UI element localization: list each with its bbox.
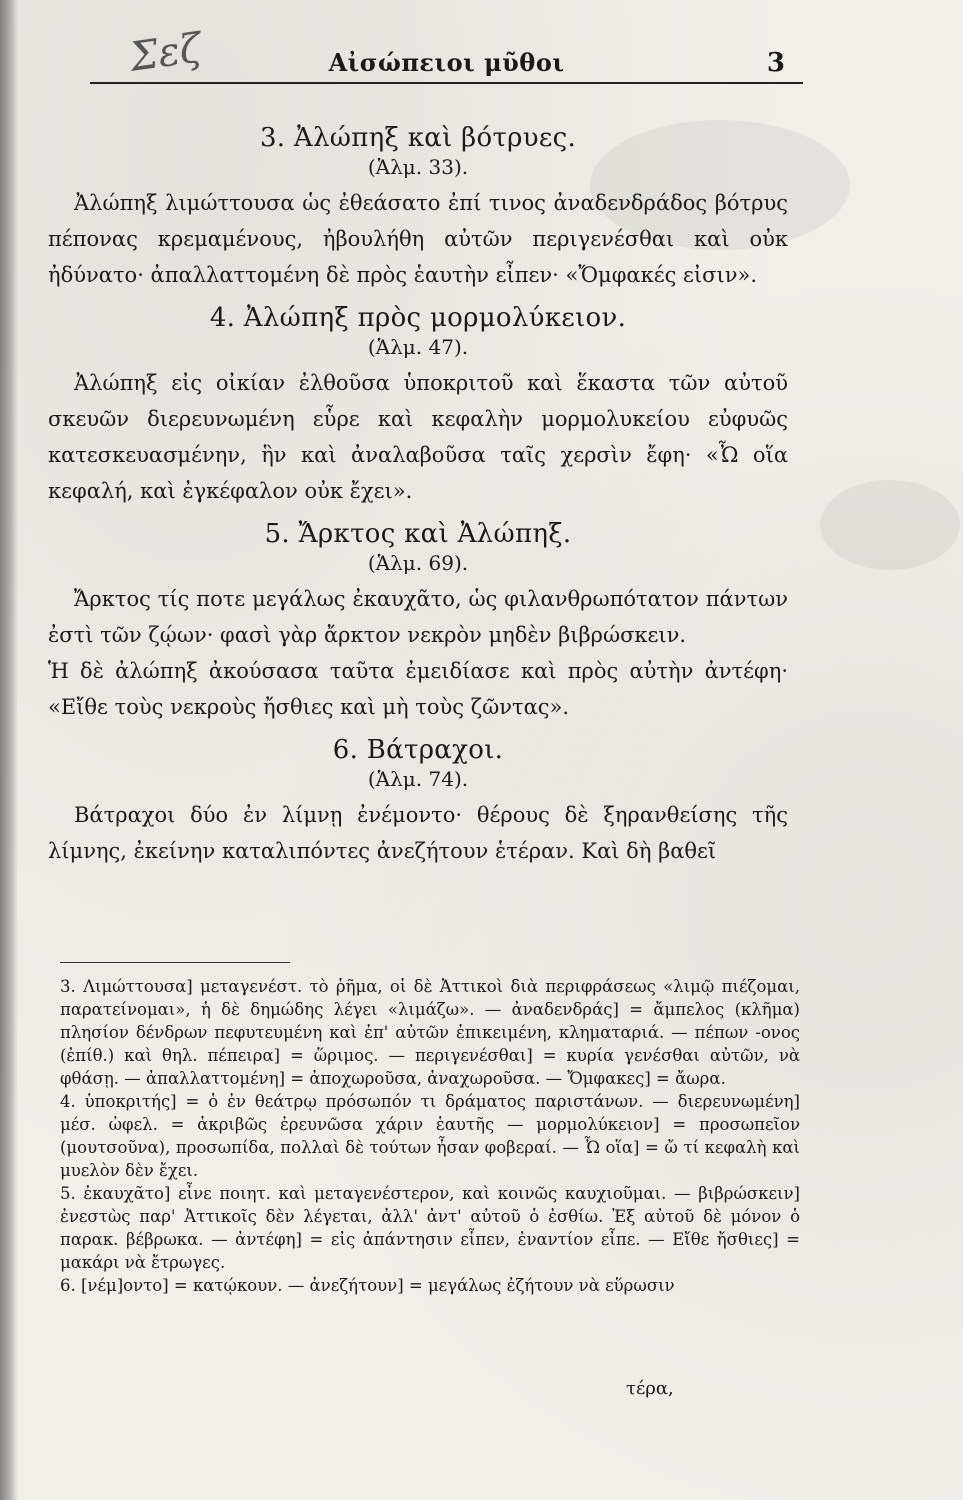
fable-paragraph: Ἡ δὲ ἀλώπηξ ἀκούσασα ταῦτα ἐμειδίασε καὶ πρὸς αὐτὴν ἀντέφη· «Εἴθε τοὺς νεκροὺς ἤσθιες καὶ μὴ τοὺς ζῶντας». bbox=[48, 659, 788, 719]
page-number: 3 bbox=[766, 48, 785, 78]
fable-paragraph: Ἀλώπηξ εἰς οἰκίαν ἐλθοῦσα ὑποκριτοῦ καὶ ἕκαστα τῶν αὐτοῦ σκευῶν διερευνωμένη εὗρε καὶ κεφαλὴν μορμολυκείου εὐφυῶς κατεσκευασμένην, ἣν καὶ ἀναλαβοῦσα ταῖς χερσὶν ἔφη· «Ὦ οἵα κεφαλή, καὶ ἐγκέφαλον οὐκ ἔχει». bbox=[48, 371, 788, 503]
bleed-through-stain bbox=[820, 480, 960, 570]
fable-5 bbox=[48, 519, 788, 725]
footnote-3: 3. Λιμώττουσα] μεταγενέστ. τὸ ῥῆμα, οἱ δὲ Ἀττικοὶ διὰ περιφράσεως «λιμῷ πιέζομαι, παρατείνομαι», ἡ δὲ δημώδης λέγει «λιμάζω». — ἀναδενδράς] = ἄμπελος (κλῆμα) πλησίον δένδρων πεφυτευμένη καὶ ἐπ' αὐτῶν ἐπικειμένη, κληματαριά. — πέπων -ονος (ἐπίθ.) καὶ θηλ. πέπειρα] = ὥριμος. — περιγενέσθαι] = κυρία γενέσθαι αὐτῶν, νὰ φθάσῃ. — ἀπαλλαττομένη] = ἀποχωροῦσα, ἀναχωροῦσα. — Ὄμφακες] = ἄωρα. bbox=[60, 977, 800, 1088]
fable-reference: (Ἁλμ. 33). bbox=[367, 155, 469, 179]
fable-title: 4. Ἀλώπηξ πρὸς μορμολύκειον. bbox=[209, 303, 627, 333]
main-text bbox=[48, 115, 788, 869]
fable-paragraph: Ἀλώπηξ λιμώττουσα ὡς ἐθεάσατο ἐπί τινος ἀναδενδράδος βότρυς πέπονας κρεμαμένους, ἠβουλήθη αὐτῶν περιγενέσθαι καὶ οὐκ ἠδύνατο· ἀπαλλαττομένη δὲ πρὸς ἑαυτὴν εἶπεν· «Ὄμφακές εἰσιν». bbox=[48, 191, 788, 287]
running-title: Αἰσώπειοι μῦθοι bbox=[328, 48, 565, 77]
fable-4 bbox=[48, 303, 788, 509]
footnote-4: 4. ὑποκριτής] = ὁ ἐν θεάτρῳ πρόσωπόν τι δράματος παριστάνων. — διερευνωμένη] μέσ. ὠφελ. = ἀκριβῶς ἐρευνῶσα χάριν ἑαυτῆς — μορμολύκειον] = προσωπεῖον (μουτσοῦνα), προσωπίδα, πολλαὶ δὲ τούτων ἦσαν φοβεραί. — Ὦ οἵα] = ὤ τί κεφαλὴ καὶ μυελὸν δὲν ἔχει. bbox=[60, 1092, 800, 1180]
fable-reference: (Ἁλμ. 47). bbox=[367, 335, 469, 359]
page-spine-shadow bbox=[0, 0, 18, 1500]
running-head bbox=[90, 48, 803, 84]
fable-paragraph: Βάτραχοι δύο ἐν λίμνῃ ἐνέμοντο· θέρους δὲ ξηρανθείσης τῆς λίμνης, ἐκείνην καταλιπόντες ἀνεζήτουν ἑτέραν. Καὶ δὴ βαθεῖ bbox=[48, 803, 788, 863]
fable-text bbox=[48, 365, 788, 509]
fable-title: 3. Ἀλώπηξ καὶ βότρυες. bbox=[259, 123, 577, 153]
fable-6 bbox=[48, 735, 788, 869]
fable-paragraph: Ἄρκτος τίς ποτε μεγάλως ἐκαυχᾶτο, ὡς φιλανθρωπότατον πάντων ἐστὶ τῶν ζῴων· φασὶ γὰρ ἄρκτον νεκρὸν μηδὲν βιβρώσκειν. bbox=[48, 587, 788, 647]
fable-text bbox=[48, 581, 788, 725]
footnote-5: 5. ἐκαυχᾶτο] εἶνε ποιητ. καὶ μεταγενέστερον, καὶ κοινῶς καυχιοῦμαι. — βιβρώσκειν] ἐνεστὼς παρ' Ἀττικοῖς δὲν λέγεται, ἀλλ' ἀντ' αὐτοῦ ὁ ἐσθίω. Ἐξ αὐτοῦ δὲ μόνον ὁ παρακ. βέβρωκα. — ἀντέφη] = εἰς ἀπάντησιν εἶπεν, ἐναντίον εἶπε. — Εἴθε ἤσθιες] = μακάρι νὰ ἔτρωγες. bbox=[60, 1184, 800, 1272]
fable-title: 6. Βάτραχοι. bbox=[332, 735, 504, 765]
fable-3 bbox=[48, 123, 788, 293]
fable-text bbox=[48, 185, 788, 293]
fable-reference: (Ἁλμ. 74). bbox=[367, 767, 469, 791]
footnotes bbox=[60, 975, 800, 1297]
fable-reference: (Ἁλμ. 69). bbox=[367, 551, 469, 575]
fable-title: 5. Ἄρκτος καὶ Ἀλώπηξ. bbox=[264, 519, 572, 549]
footnote-6: 6. [νέμ]οντο] = κατῴκουν. — ἀνεζήτουν] = μεγάλως ἐζήτουν νὰ εὕρωσιν bbox=[60, 1276, 675, 1295]
catchword: τέρα, bbox=[626, 1378, 674, 1399]
footnote-rule bbox=[60, 962, 290, 963]
handwritten-annotation: Σεζ bbox=[127, 25, 205, 81]
fable-text bbox=[48, 797, 788, 869]
